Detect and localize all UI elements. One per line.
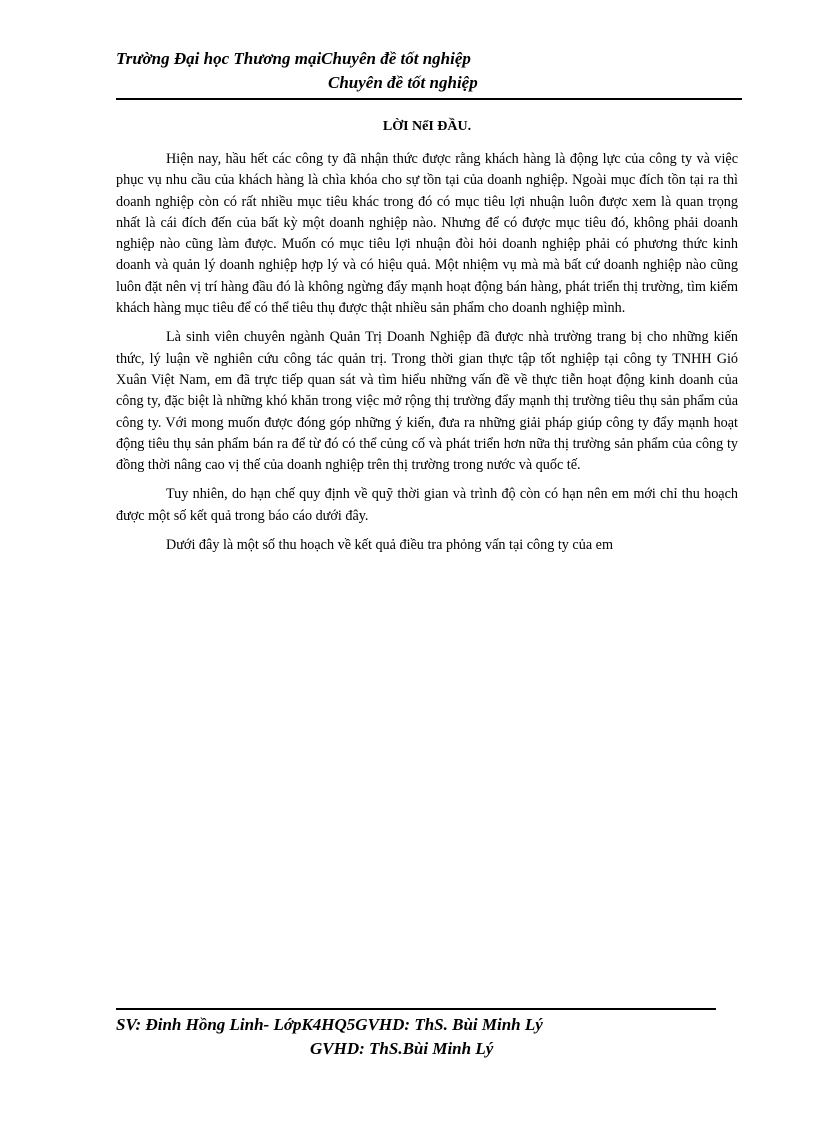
page-footer [116, 1013, 742, 1061]
header-school-line: Trường Đại học Thương mạiChuyên đề tốt nghiệp [116, 49, 471, 68]
paragraph-1: Hiện nay, hầu hết các công ty đã nhận thức được rằng khách hàng là động lực của công ty và việc phục vụ nhu cầu của khách hàng là chìa khóa cho sự tồn tại của doanh nghiệp. Ngoài mục đích tồn tại ra thì doanh nghiệp còn có rất nhiều mục tiêu khác trong đó có mục tiêu lợi nhuận luôn được xem là quan trọng nhất là cái đích đến của bất kỳ một doanh nghiệp nào. Nhưng để có được mục tiêu đó, không phải doanh nghiệp nào cũng làm được. Muốn có mục tiêu lợi nhuận đòi hỏi doanh nghiệp phải có phương thức kinh doanh và quản lý doanh nghiệp hợp lý và có hiệu quả. Một nhiệm vụ mà mà bất cứ doanh nghiệp nào cũng luôn đặt nên vị trí hàng đầu đó là không ngừng đẩy mạnh hoạt động bán hàng, phát triển thị trường, tìm kiếm khách hàng mục tiêu để có thể tiêu thụ được thật nhiều sản phẩm cho doanh nghiệp mình. [116, 151, 738, 317]
header-subject-line: Chuyên đề tốt nghiệp [328, 73, 478, 92]
footer-advisor-line: GVHD: ThS.Bùi Minh Lý [310, 1039, 494, 1058]
footer-divider [116, 1008, 716, 1010]
body-text [116, 149, 738, 564]
page-header [116, 47, 742, 95]
paragraph-2: Là sinh viên chuyên ngành Quản Trị Doanh Nghiệp đã được nhà trường trang bị cho những kiến thức, lý luận về nghiên cứu công tác quản trị. Trong thời gian thực tập tốt nghiệp tại công ty TNHH Gió Xuân Việt Nam, em đã trực tiếp quan sát và tìm hiểu những vấn đề về thực tiễn hoạt động kinh doanh của công ty, đặc biệt là những khó khăn trong việc mở rộng thị trường đẩy mạnh thị trường tiêu thụ sản phẩm của công ty. Với mong muốn được đóng góp những ý kiến, đưa ra những giải pháp giúp công ty đẩy mạnh hoạt động tiêu thụ sản phẩm bán ra để từ đó có thể củng cố và phát triển hơn nữa thị trường sản phẩm của công ty đồng thời nâng cao vị thế của doanh nghiệp trên thị trường trong nước và quốc tế. [116, 329, 738, 474]
page-title: LỜI NểI ĐẦU. [382, 119, 472, 134]
header-divider [116, 98, 742, 100]
paragraph-3: Tuy nhiên, do hạn chế quy định về quỹ thời gian và trình độ còn có hạn nên em mới chỉ thu hoạch được một số kết quả trong báo cáo dưới đây. [116, 486, 738, 524]
footer-student-line: SV: Đinh Hồng Linh- LớpK4HQ5GVHD: ThS. Bùi Minh Lý [116, 1015, 543, 1034]
paragraph-4: Dưới đây là một số thu hoạch về kết quả điều tra phỏng vấn tại công ty của em [166, 537, 614, 554]
